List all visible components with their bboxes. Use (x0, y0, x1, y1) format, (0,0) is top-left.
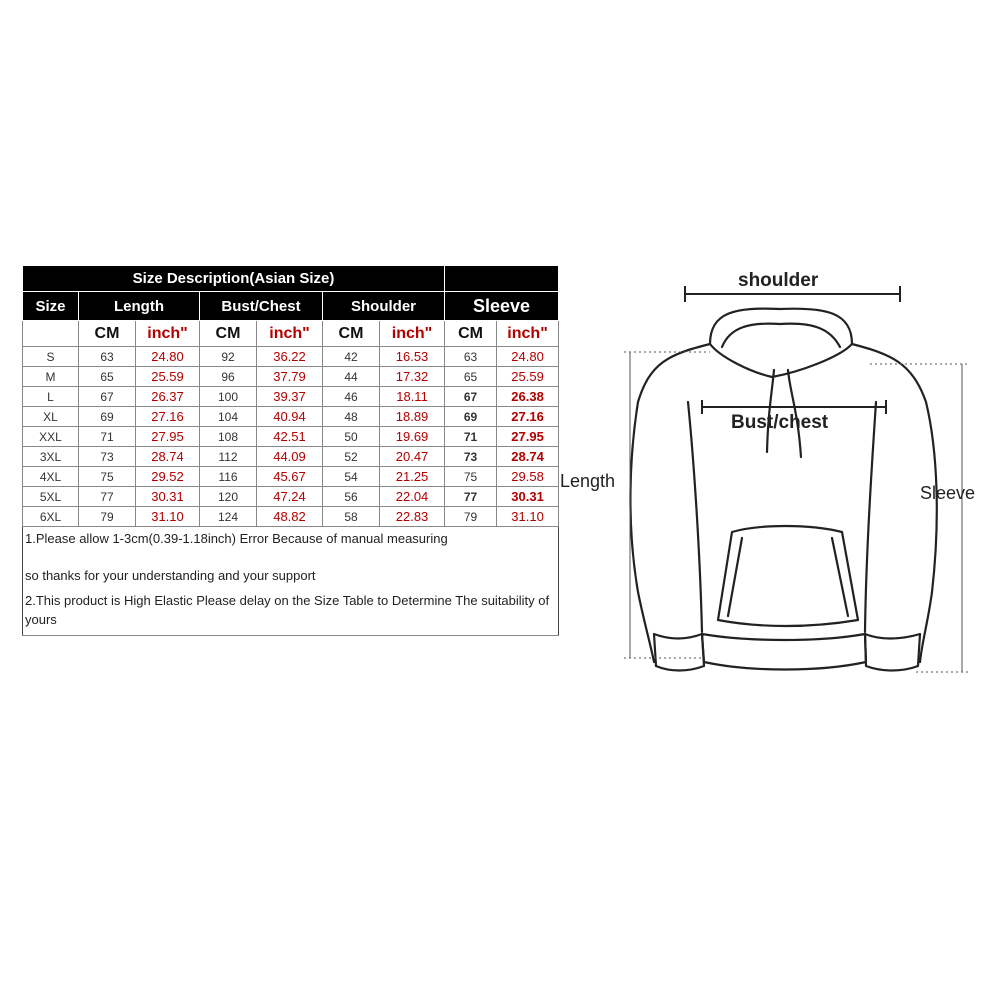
hoodie-outline-icon (560, 262, 990, 682)
cell-sleeve-cm: 69 (445, 407, 497, 427)
cell-shoulder-cm: 50 (323, 427, 380, 447)
cell-length-cm: 73 (79, 447, 136, 467)
cell-sleeve-in: 25.59 (497, 367, 559, 387)
unit-inch: inch" (257, 321, 323, 347)
cell-sleeve-cm: 63 (445, 347, 497, 367)
table-title-row (23, 266, 559, 292)
cell-size: 6XL (23, 507, 79, 527)
cell-length-cm: 75 (79, 467, 136, 487)
unit-inch: inch" (497, 321, 559, 347)
note-measuring-error: 1.Please allow 1-3cm(0.39-1.18inch) Error Because of manual measuring (25, 531, 448, 546)
hoodie-measurement-diagram (560, 262, 990, 682)
cell-bust-in: 37.79 (257, 367, 323, 387)
cell-length-in: 31.10 (136, 507, 200, 527)
cell-bust-cm: 116 (200, 467, 257, 487)
cell-shoulder-in: 19.69 (380, 427, 445, 447)
cell-bust-cm: 100 (200, 387, 257, 407)
table-title: Size Description(Asian Size) (23, 266, 445, 292)
cell-length-cm: 67 (79, 387, 136, 407)
table-row (23, 387, 559, 407)
cell-size: 3XL (23, 447, 79, 467)
cell-length-in: 27.16 (136, 407, 200, 427)
cell-sleeve-cm: 71 (445, 427, 497, 447)
cell-bust-cm: 104 (200, 407, 257, 427)
size-chart-table (22, 265, 559, 636)
cell-sleeve-cm: 75 (445, 467, 497, 487)
table-title-blank (445, 266, 559, 292)
cell-sleeve-in: 24.80 (497, 347, 559, 367)
cell-sleeve-in: 30.31 (497, 487, 559, 507)
cell-shoulder-cm: 48 (323, 407, 380, 427)
cell-length-in: 30.31 (136, 487, 200, 507)
cell-bust-in: 40.94 (257, 407, 323, 427)
cell-length-in: 27.95 (136, 427, 200, 447)
table-units-row (23, 321, 559, 347)
cell-bust-cm: 120 (200, 487, 257, 507)
cell-sleeve-in: 29.58 (497, 467, 559, 487)
shoulder-label: shoulder (738, 270, 819, 291)
cell-size: S (23, 347, 79, 367)
cell-shoulder-cm: 44 (323, 367, 380, 387)
note-row (23, 527, 559, 562)
cell-shoulder-in: 20.47 (380, 447, 445, 467)
cell-length-cm: 69 (79, 407, 136, 427)
note-elastic: 2.This product is High Elastic Please delay on the Size Table to Determine The suitability of yours (23, 589, 559, 636)
cell-sleeve-cm: 77 (445, 487, 497, 507)
table-row (23, 407, 559, 427)
sleeve-label: Sleeve (920, 483, 976, 503)
cell-length-cm: 65 (79, 367, 136, 387)
header-length: Length (79, 292, 200, 321)
bust-chest-label: Bust/chest (731, 412, 829, 433)
unit-cm: CM (445, 321, 497, 347)
cell-size: XXL (23, 427, 79, 447)
cell-shoulder-cm: 58 (323, 507, 380, 527)
cell-size: M (23, 367, 79, 387)
table-row (23, 367, 559, 387)
cell-size: 4XL (23, 467, 79, 487)
cell-bust-cm: 96 (200, 367, 257, 387)
cell-shoulder-in: 16.53 (380, 347, 445, 367)
cell-length-cm: 63 (79, 347, 136, 367)
cell-shoulder-cm: 46 (323, 387, 380, 407)
table-header-row (23, 292, 559, 321)
cell-shoulder-cm: 54 (323, 467, 380, 487)
units-blank (23, 321, 79, 347)
cell-sleeve-cm: 73 (445, 447, 497, 467)
cell-length-in: 24.80 (136, 347, 200, 367)
cell-bust-cm: 92 (200, 347, 257, 367)
cell-length-in: 25.59 (136, 367, 200, 387)
cell-sleeve-in: 27.16 (497, 407, 559, 427)
cell-shoulder-in: 18.11 (380, 387, 445, 407)
unit-inch: inch" (136, 321, 200, 347)
cell-shoulder-cm: 52 (323, 447, 380, 467)
table-row (23, 427, 559, 447)
table-row (23, 347, 559, 367)
cell-shoulder-in: 22.04 (380, 487, 445, 507)
cell-length-cm: 79 (79, 507, 136, 527)
cell-shoulder-in: 21.25 (380, 467, 445, 487)
length-label: Length (560, 471, 616, 491)
note-row (23, 589, 559, 636)
cell-shoulder-in: 18.89 (380, 407, 445, 427)
cell-bust-in: 47.24 (257, 487, 323, 507)
cell-sleeve-in: 31.10 (497, 507, 559, 527)
dimension-lines (624, 352, 968, 672)
unit-cm: CM (323, 321, 380, 347)
cell-bust-in: 42.51 (257, 427, 323, 447)
cell-sleeve-in: 26.38 (497, 387, 559, 407)
header-sleeve: Sleeve (445, 292, 559, 321)
cell-bust-in: 48.82 (257, 507, 323, 527)
table-row (23, 467, 559, 487)
table-row (23, 487, 559, 507)
note-row (23, 561, 559, 589)
unit-cm: CM (200, 321, 257, 347)
cell-size: L (23, 387, 79, 407)
cell-size: 5XL (23, 487, 79, 507)
cell-bust-in: 44.09 (257, 447, 323, 467)
cell-sleeve-cm: 79 (445, 507, 497, 527)
cell-length-cm: 77 (79, 487, 136, 507)
unit-inch: inch" (380, 321, 445, 347)
cell-shoulder-in: 22.83 (380, 507, 445, 527)
header-size: Size (23, 292, 79, 321)
note-thanks: so thanks for your understanding and your support (25, 567, 316, 583)
table-row (23, 507, 559, 527)
cell-bust-cm: 108 (200, 427, 257, 447)
cell-shoulder-in: 17.32 (380, 367, 445, 387)
cell-shoulder-cm: 42 (323, 347, 380, 367)
cell-shoulder-cm: 56 (323, 487, 380, 507)
unit-cm: CM (79, 321, 136, 347)
cell-sleeve-in: 27.95 (497, 427, 559, 447)
header-bust: Bust/Chest (200, 292, 323, 321)
cell-length-in: 28.74 (136, 447, 200, 467)
cell-bust-cm: 112 (200, 447, 257, 467)
cell-sleeve-cm: 65 (445, 367, 497, 387)
cell-sleeve-cm: 67 (445, 387, 497, 407)
cell-sleeve-in: 28.74 (497, 447, 559, 467)
cell-length-in: 26.37 (136, 387, 200, 407)
cell-length-cm: 71 (79, 427, 136, 447)
table-row (23, 447, 559, 467)
cell-length-in: 29.52 (136, 467, 200, 487)
cell-size: XL (23, 407, 79, 427)
cell-bust-cm: 124 (200, 507, 257, 527)
cell-bust-in: 36.22 (257, 347, 323, 367)
header-shoulder: Shoulder (323, 292, 445, 321)
cell-bust-in: 45.67 (257, 467, 323, 487)
cell-bust-in: 39.37 (257, 387, 323, 407)
